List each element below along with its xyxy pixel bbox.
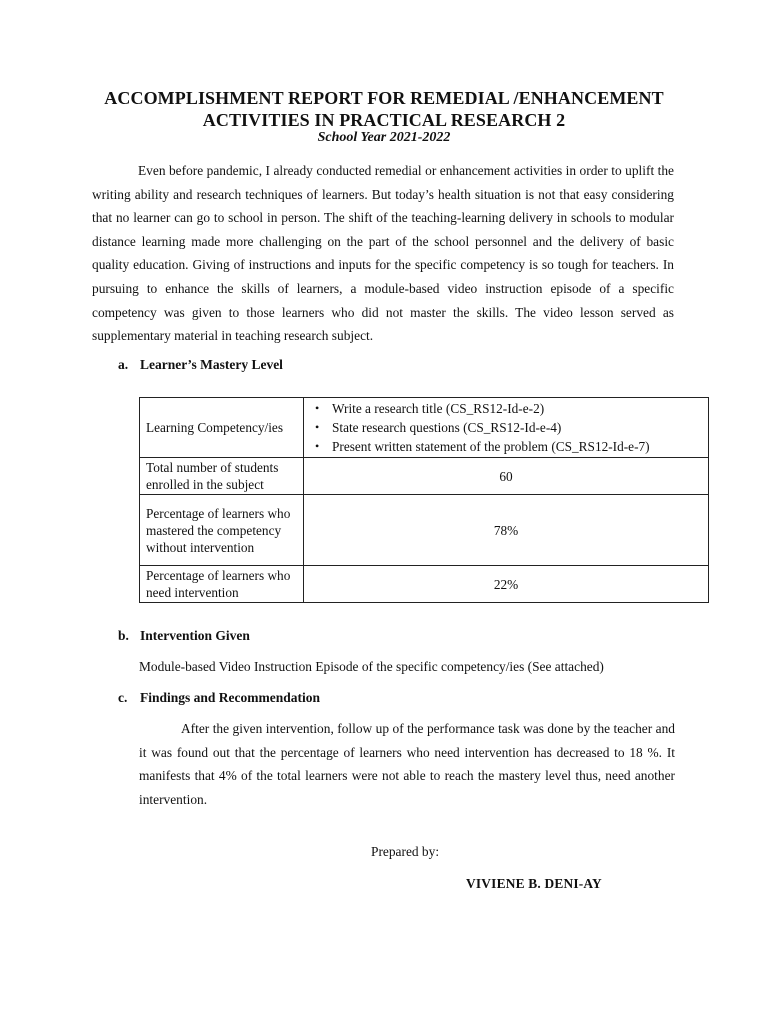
school-year: School Year 2021-2022 [317,130,451,145]
competency-list [310,399,702,456]
row-label: Percentage of learners who need intervention [140,566,304,603]
row-label: Total number of students enrolled in the subject [140,458,304,495]
intervention-text: Module-based Video Instruction Episode of the specific competency/ies (See attached) [139,659,604,674]
findings-paragraph: After the given intervention, follow up of the performance task was done by the teacher and it was found out that the percentage of learners who need intervention has decreased to 18 %. It manifests that 4% of the total learners were not able to reach the mastery level thus, need another intervention. [139,721,675,807]
section-a-title: Learner’s Mastery Level [140,357,283,372]
section-b-heading [118,628,250,644]
row-value: 60 [304,458,709,495]
section-c-letter: c. [118,690,128,705]
competency-item: • Write a research title (CS_RS12-Id-e-2) [332,399,702,418]
competency-item: • Present written statement of the problem (CS_RS12-Id-e-7) [332,437,702,456]
section-b-letter: b. [118,628,129,643]
competency-label-cell: Learning Competency/ies [140,398,304,458]
mastery-table [139,397,709,603]
prepared-by-label: Prepared by: [371,844,440,859]
section-b-title: Intervention Given [140,628,250,643]
table-row [140,495,709,566]
intro-paragraph: Even before pandemic, I already conducted remedial or enhancement activities in order to uplift the writing ability and research techniques of learners. But today’s health situation is not that easy considering that no learner can go to school in person. The shift of the teaching-learning delivery in schools to modular distance learning made more challenging on the part of the school personnel and the delivery of basic quality education. Giving of instructions and inputs for the specific competency is so tough for teachers. In pursuing to enhance the skills of learners, a module-based video instruction episode of a specific competency was given to those learners who did not master the skills. The video lesson served as supplementary material in teaching research subject. [92,163,674,344]
competency-item: • State research questions (CS_RS12-Id-e-4) [332,418,702,437]
row-label: Percentage of learners who mastered the competency without intervention [140,495,304,566]
table-row [140,398,709,458]
table-row [140,566,709,603]
report-title: ACCOMPLISHMENT REPORT FOR REMEDIAL /ENHANCEMENT ACTIVITIES IN PRACTICAL RESEARCH 2 [104,88,664,130]
signatory-name: VIVIENE B. DENI-AY [466,876,602,891]
section-c-heading [118,690,320,706]
section-a-letter: a. [118,357,129,372]
competency-list-cell [304,398,709,458]
section-a-heading [118,357,283,373]
row-value: 22% [304,566,709,603]
row-value: 78% [304,495,709,566]
section-c-title: Findings and Recommendation [140,690,321,705]
table-row [140,458,709,495]
